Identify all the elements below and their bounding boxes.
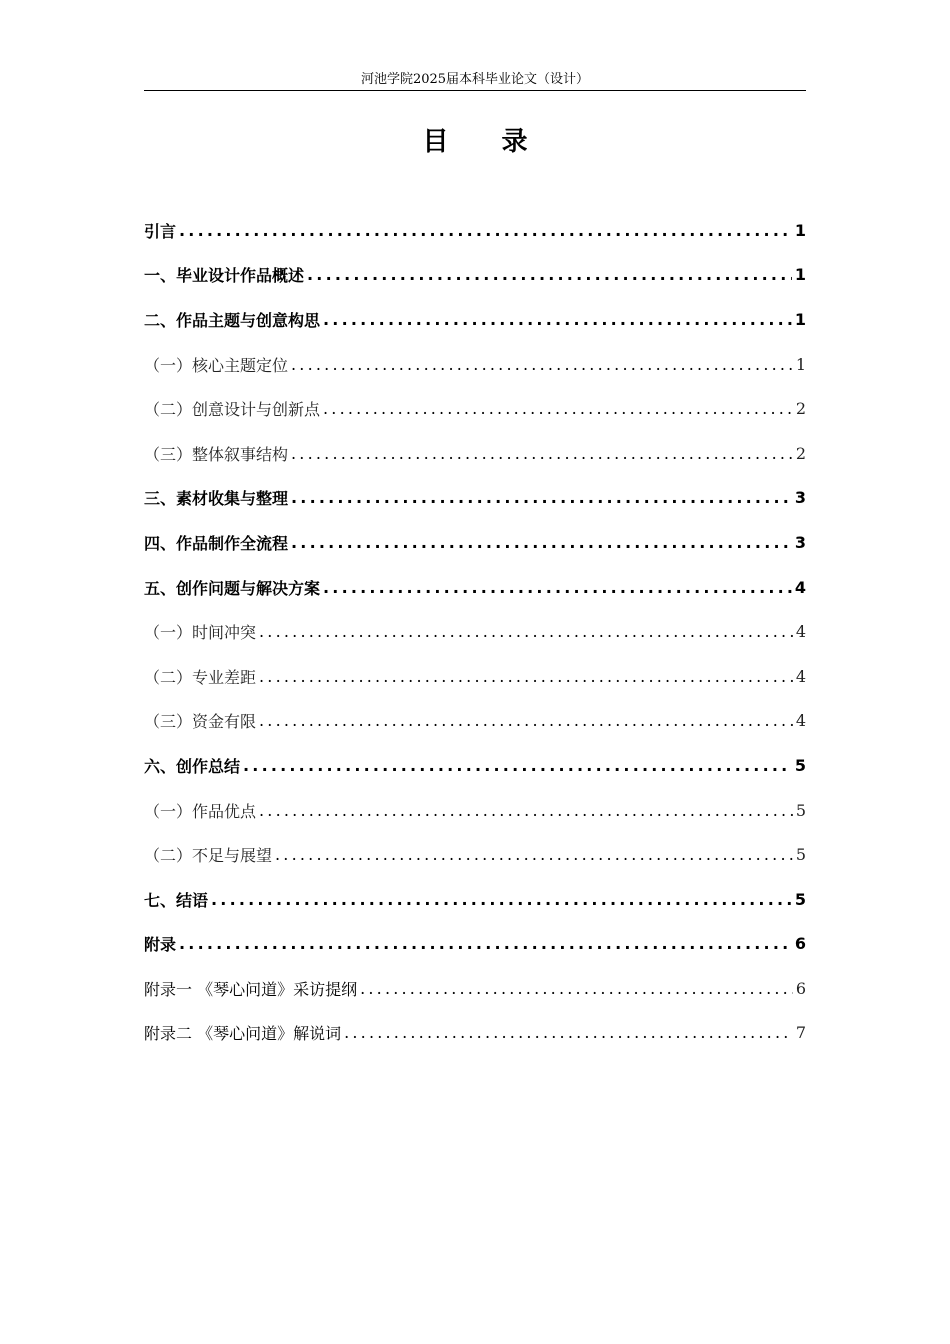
toc-entry[interactable] (144, 208, 806, 253)
toc-dot-leader (360, 979, 793, 998)
toc-entry-page-number: 5 (794, 755, 806, 775)
toc-dot-leader (275, 845, 793, 864)
toc-dot-leader (291, 355, 793, 374)
toc-entry-page-number: 5 (795, 800, 806, 820)
toc-entry-label: 四、作品制作全流程 (144, 533, 289, 553)
toc-entry-page-number: 2 (795, 443, 806, 463)
toc-entry-page-number: 1 (795, 354, 806, 374)
toc-entry-label: 七、结语 (144, 890, 209, 910)
toc-entry-page-number: 6 (794, 934, 806, 954)
toc-entry-page-number: 4 (795, 622, 806, 642)
toc-entry-page-number: 1 (794, 309, 806, 329)
toc-entry-page-number: 3 (794, 532, 806, 552)
toc-entry-label: （一）作品优点 (144, 801, 257, 821)
toc-dot-leader (291, 533, 792, 552)
toc-dot-leader (211, 890, 792, 909)
toc-entry-label: 引言 (144, 221, 177, 241)
toc-dot-leader (323, 310, 792, 329)
toc-entry-page-number: 3 (794, 488, 806, 508)
toc-entry[interactable] (144, 431, 806, 476)
toc-dot-leader (323, 578, 792, 597)
toc-entry-page-number: 4 (794, 577, 806, 597)
toc-entry-label: （二）创意设计与创新点 (144, 400, 321, 420)
toc-entry[interactable] (144, 476, 806, 521)
toc-entry[interactable] (144, 609, 806, 654)
toc-entry[interactable] (144, 877, 806, 922)
toc-entry[interactable] (144, 966, 806, 1011)
toc-dot-leader (243, 756, 792, 775)
toc-entry-label: （一）核心主题定位 (144, 355, 289, 375)
toc-entry-label: 附录一 《琴心问道》采访提纲 (144, 979, 358, 999)
toc-entry[interactable] (144, 520, 806, 565)
toc-entry-label: （三）资金有限 (144, 712, 257, 732)
toc-entry[interactable] (144, 565, 806, 610)
toc-dot-leader (291, 444, 793, 463)
toc-entry-page-number: 4 (795, 666, 806, 686)
toc-entry-page-number: 1 (794, 265, 806, 285)
toc-entry-page-number: 6 (795, 978, 806, 998)
toc-entry-page-number: 7 (795, 1023, 806, 1043)
toc-entry[interactable] (144, 297, 806, 342)
table-of-contents (144, 208, 806, 1055)
toc-dot-leader (291, 488, 792, 507)
page-header-text: 河池学院2025届本科毕业论文（设计） (360, 72, 590, 87)
toc-entry-page-number: 5 (795, 845, 806, 865)
toc-dot-leader (307, 265, 792, 284)
toc-entry[interactable] (144, 253, 806, 298)
toc-entry-label: 六、创作总结 (144, 756, 241, 776)
page-header (144, 70, 806, 91)
toc-entry[interactable] (144, 386, 806, 431)
toc-dot-leader (179, 934, 792, 953)
toc-entry[interactable] (144, 743, 806, 788)
toc-dot-leader (259, 801, 793, 820)
toc-entry[interactable] (144, 922, 806, 967)
toc-entry[interactable] (144, 654, 806, 699)
toc-dot-leader (323, 399, 793, 418)
toc-dot-leader (259, 667, 793, 686)
toc-entry-page-number: 1 (794, 220, 806, 240)
toc-dot-leader (179, 221, 792, 240)
toc-entry-label: （三）整体叙事结构 (144, 444, 289, 464)
toc-entry[interactable] (144, 699, 806, 744)
toc-entry-label: 一、毕业设计作品概述 (144, 266, 305, 286)
toc-entry-label: 附录二 《琴心问道》解说词 (144, 1024, 342, 1044)
toc-entry[interactable] (144, 832, 806, 877)
toc-dot-leader (259, 622, 793, 641)
toc-entry-label: （二）不足与展望 (144, 846, 273, 866)
toc-entry-label: （一）时间冲突 (144, 623, 257, 643)
toc-dot-leader (344, 1023, 793, 1042)
toc-entry-label: 二、作品主题与创意构思 (144, 310, 321, 330)
toc-entry-page-number: 2 (795, 399, 806, 419)
toc-entry[interactable] (144, 342, 806, 387)
toc-entry-label: 附录 (144, 935, 177, 955)
toc-entry-page-number: 4 (795, 711, 806, 731)
toc-entry[interactable] (144, 788, 806, 833)
toc-entry-label: 五、创作问题与解决方案 (144, 578, 321, 598)
toc-entry[interactable] (144, 1011, 806, 1056)
toc-entry-page-number: 5 (794, 889, 806, 909)
toc-entry-label: 三、素材收集与整理 (144, 489, 289, 509)
toc-entry-label: （二）专业差距 (144, 667, 257, 687)
toc-dot-leader (259, 711, 793, 730)
page-title: 目 录 (422, 127, 550, 157)
